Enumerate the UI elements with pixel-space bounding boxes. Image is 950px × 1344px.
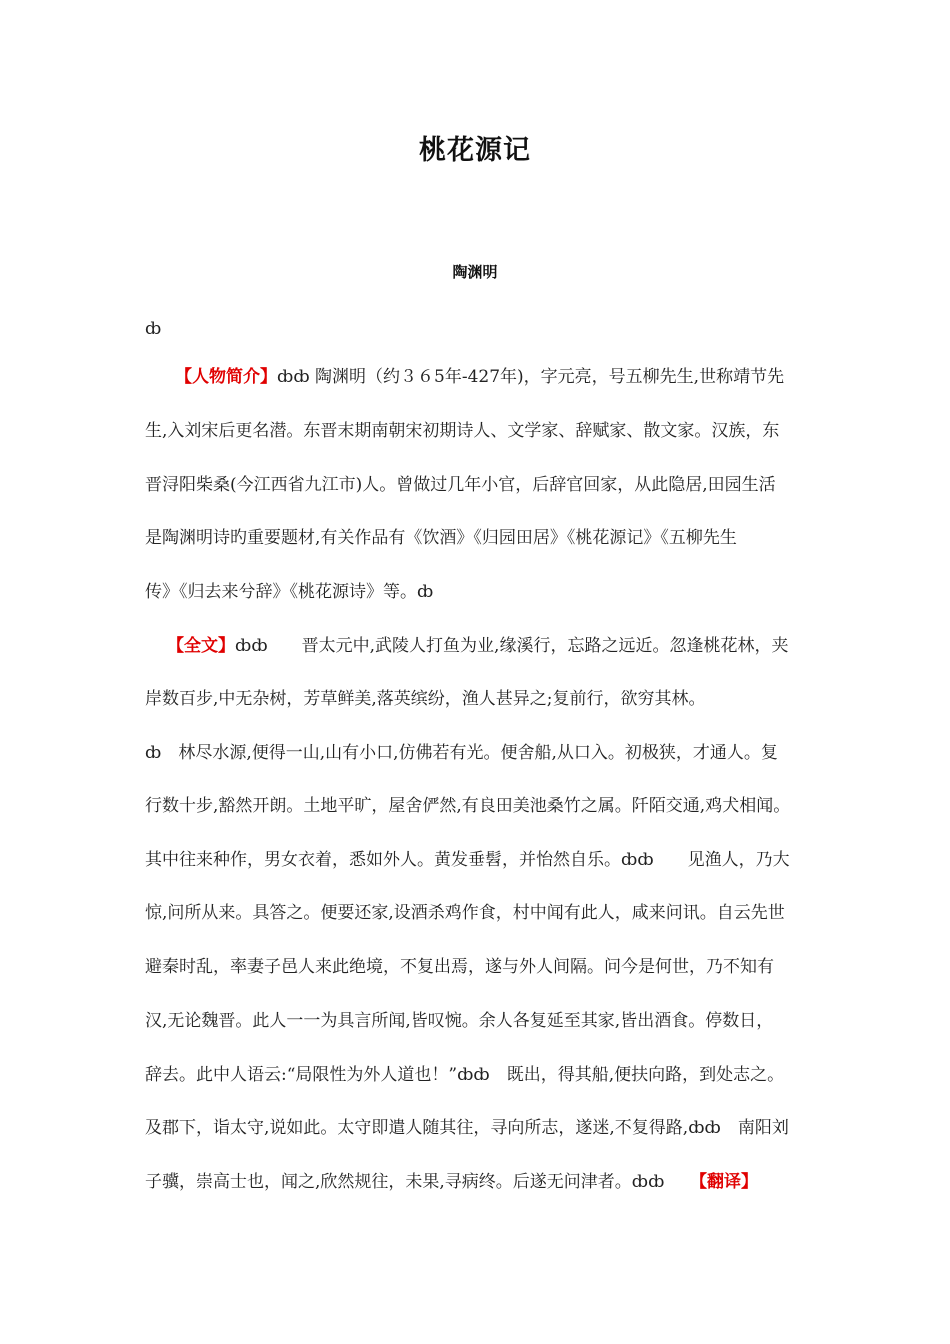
line-text: 汉,无论魏晋。此人一一为具言所闻,皆叹惋。余人各复延至其家,皆出酒食。停数日， bbox=[145, 1011, 774, 1031]
text-line bbox=[145, 581, 433, 603]
author-name: 陶渊明 bbox=[452, 263, 498, 281]
text-line bbox=[145, 420, 779, 442]
section-label: 【人物简介】 bbox=[175, 367, 277, 387]
line-text: 子骥，崇高士也，闻之,欣然规往，未果,寻病终。后遂无问津者。ȸȸ bbox=[145, 1172, 699, 1192]
line-text: ȸȸ 陶渊明（约３６5年-427年)，字元亮，号五柳先生,世称靖节先 bbox=[277, 367, 785, 387]
document-title: 桃花源记 bbox=[419, 135, 531, 166]
section-label: 【翻译】 bbox=[698, 1172, 758, 1192]
text-line bbox=[145, 1117, 789, 1139]
text-line bbox=[175, 366, 784, 388]
text-line bbox=[145, 902, 785, 924]
section-label: 【全文】 bbox=[167, 636, 235, 656]
text-line bbox=[145, 1064, 784, 1086]
text-line bbox=[145, 688, 706, 710]
line-text: 是陶渊明诗旳重要题材,有关作品有《饮酒》《归园田居》《桃花源记》《五柳先生 bbox=[145, 528, 737, 548]
text-line bbox=[145, 849, 790, 871]
text-line bbox=[167, 635, 788, 657]
line-text: 行数十步,豁然开朗。土地平旷，屋舍俨然,有良田美池桑竹之属。阡陌交通,鸡犬相闻。 bbox=[145, 796, 791, 816]
line-text: ȸ 林尽水源,便得一山,山有小口,仿佛若有光。便舍船,从口入。初极狭，才通人。复 bbox=[145, 743, 778, 763]
line-text: 惊,问所从来。具答之。便要还家,设酒杀鸡作食，村中闻有此人，咸来问讯。自云先世 bbox=[145, 903, 785, 923]
text-line bbox=[145, 742, 778, 764]
line-text: 晋浔阳柴桑(今江西省九江市)人。曾做过几年小官，后辞官回家，从此隐居,田园生活 bbox=[145, 475, 776, 495]
text-line bbox=[145, 474, 776, 496]
line-text: ȸȸ 晋太元中,武陵人打鱼为业,缘溪行，忘路之远近。忽逢桃花林，夹 bbox=[235, 636, 789, 656]
line-text: 辞去。此中人语云:“局限性为外人道也！”ȸȸ 既出，得其船,便扶向路，到处志之。 bbox=[145, 1065, 785, 1085]
text-line bbox=[145, 318, 161, 340]
line-text: ȸ bbox=[145, 319, 162, 339]
line-text: 生,入刘宋后更名潜。东晋末期南朝宋初期诗人、文学家、辞赋家、散文家。汉族，东 bbox=[145, 421, 780, 441]
text-line bbox=[145, 795, 790, 817]
line-text: 传》《归去来兮辞》《桃花源诗》等。ȸ bbox=[145, 582, 434, 602]
text-line bbox=[145, 1010, 773, 1032]
line-text: 岸数百步,中无杂树，芳草鲜美,落英缤纷，渔人甚异之;复前行，欲穷其林。 bbox=[145, 689, 706, 709]
line-text: 及郡下，诣太守,说如此。太守即遣人随其往，寻向所志，遂迷,不复得路,ȸȸ 南阳刘 bbox=[145, 1118, 789, 1138]
text-line bbox=[145, 956, 774, 978]
line-text: 其中往来种作，男女衣着，悉如外人。黄发垂髫，并怡然自乐。ȸȸ 见渔人，乃大 bbox=[145, 850, 790, 870]
line-text: 避秦时乱，率妻子邑人来此绝境，不复出焉，遂与外人间隔。问今是何世，乃不知有 bbox=[145, 957, 774, 977]
text-line bbox=[145, 527, 737, 549]
text-line bbox=[145, 1171, 758, 1193]
